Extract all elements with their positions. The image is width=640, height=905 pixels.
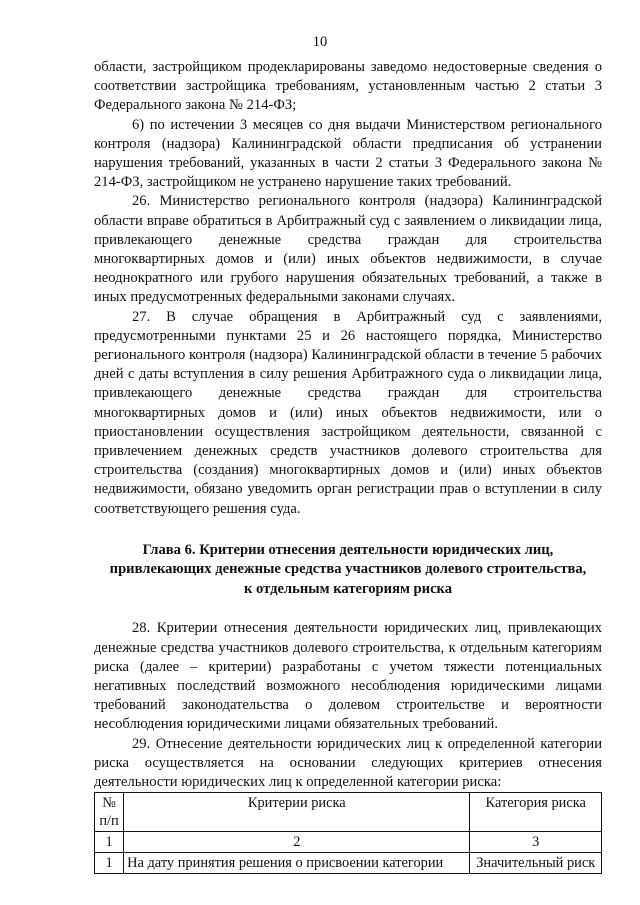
numbering-cell: 2	[124, 832, 470, 853]
chapter-heading-line-1: Глава 6. Критерии отнесения деятельности юридических лиц,	[142, 541, 554, 558]
paragraph-continuation: области, застройщиком продекларированы заведомо недостоверные сведения о соответствии застройщика требованиям, установленным частью 2 статьи 3 Федерального закона № 214-ФЗ;	[94, 59, 602, 114]
document-body	[94, 58, 602, 874]
chapter-heading-line-2: привлекающих денежные средства участников долевого строительства,	[109, 561, 587, 578]
numbering-cell: 1	[95, 832, 124, 853]
header-number: № п/п	[95, 793, 124, 832]
table-header-row	[95, 793, 602, 832]
header-category: Категория риска	[470, 793, 602, 832]
row-criteria: На дату принятия решения о присвоении категории	[124, 853, 470, 874]
paragraph-28: 28. Критерии отнесения деятельности юридических лиц, привлекающих денежные средства участников долевого строительства, к отдельным категориям риска (далее – критерии) разработаны с учетом тяжести потенциальных негативных последствий возможного несоблюдения юридическими лицами требований законодательства о долевом строительстве и вероятности несоблюдения юридическими лицами обязательных требований.	[94, 620, 602, 733]
row-number: 1	[95, 853, 124, 874]
table-row	[95, 853, 602, 874]
paragraph-item-6: 6) по истечении 3 месяцев со дня выдачи Министерством регионального контроля (надзора) Калининградской области предписания об устранении нарушения требований, указанных в части 2 статьи 3 Федерального закона № 214-ФЗ, застройщиком не устранено нарушение таких требований.	[94, 116, 602, 191]
page-number: 10	[312, 34, 328, 50]
numbering-cell: 3	[470, 832, 602, 853]
paragraph-27: 27. В случае обращения в Арбитражный суд с заявлениями, предусмотренными пунктами 25 и 26 настоящего порядка, Министерство регионального контроля (надзора) Калининградской области в течение 5 рабочих дней с даты вступления в силу решения Арбитражного суда о ликвидации лица, привлекающего денежные средства граждан для строительства многоквартирных домов и (или) иных объектов недвижимости, или о приостановлении осуществления застройщиком деятельности, связанной с привлечением денежных средств участников долевого строительства для строительства (создания) многоквартирных домов и (или) иных объектов недвижимости, обязано уведомить орган регистрации прав о вступлении в силу соответствующего решения суда.	[94, 308, 602, 517]
header-criteria: Критерии риска	[124, 793, 470, 832]
chapter-heading	[94, 541, 602, 600]
chapter-heading-line-3: к отдельным категориям риска	[243, 580, 453, 597]
paragraph-26: 26. Министерство регионального контроля (надзора) Калининградской области вправе обратиться в Арбитражный суд с заявлением о ликвидации лица, привлекающего денежные средства граждан для строительства многоквартирных домов и (или) иных объектов недвижимости, в случае неоднократного или грубого нарушения обязательных требований, а также в иных предусмотренных федеральными законами случаях.	[94, 193, 602, 306]
table-numbering-row	[95, 832, 602, 853]
paragraph-29: 29. Отнесение деятельности юридических лиц к определенной категории риска осуществляется на основании следующих критериев отнесения деятельности юридических лиц к определенной категории риска:	[94, 735, 602, 790]
row-category: Значительный риск	[470, 853, 602, 874]
risk-criteria-table	[94, 792, 602, 874]
